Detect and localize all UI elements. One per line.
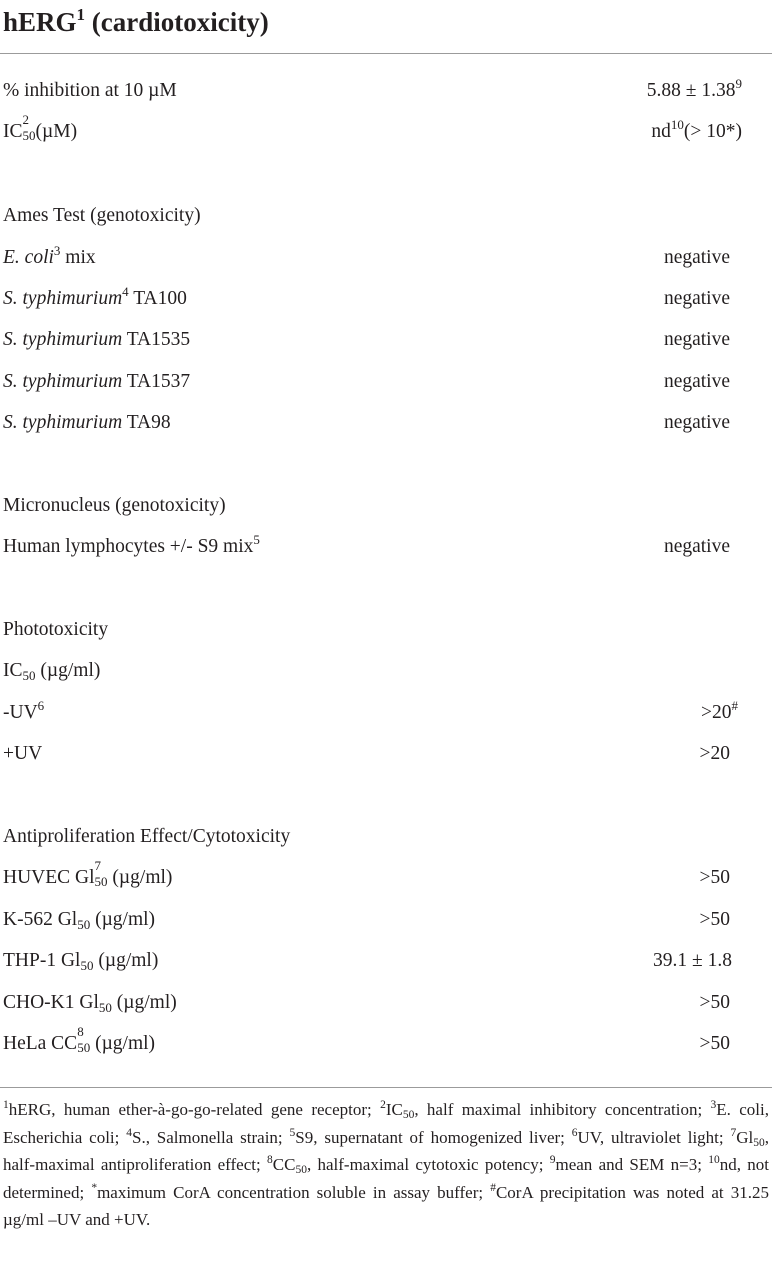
row-label: HUVEC Gl 7 50 (µg/ml) <box>3 858 173 889</box>
row-value: negative <box>663 288 730 309</box>
phototoxicity-subheading: $IC_{50}$ (µg/ml) <box>3 660 101 683</box>
row-value: negative <box>663 371 730 392</box>
row-label: S. typhimurium TA1535 <box>3 329 191 350</box>
row-label: $-UV^6$ <box>3 698 45 723</box>
micronucleus-row <box>0 531 772 563</box>
row-label: THP-1 $Gl_{50}$ (µg/ml) <box>3 950 159 973</box>
row-label: Human lymphocytes +/- S9 mix$^5$ <box>3 532 260 557</box>
table-title: hERG$^1$ (cardiotoxicity) <box>3 5 269 37</box>
row-label: E. coli$^3$ mix <box>3 243 96 268</box>
row-value: >20 <box>699 743 730 764</box>
herg-ic50-row <box>0 112 772 148</box>
row-value: >50 <box>699 909 730 930</box>
footnotes: $^1$hERG, human ether-à-go-go-related gene receptor; $^2IC_{50}$, half maximal inhibitory concentration; $^3$E. coli, Escherichia coli; $^4$S., Salmonella strain; $^5$S9, supernatant of homogenized liver; $^6$UV, ultraviolet light; $^7Gl_{50}$, half-maximal antiproliferation effect; $^8CC_{50}$, half-maximal cytotoxic potency; $^9$mean and SEM n=3; $^{10}$nd, not determined; *maximum CorA concentration soluble in assay buffer; #CorA precipitation was noted at 31.25 µg/ml –UV and +UV. <box>3 1099 770 1229</box>
herg-inhibition-row <box>0 75 772 107</box>
row-value: negative <box>663 329 730 350</box>
row-value: >50 <box>699 867 730 888</box>
row-value: 39.1 ± 1.8 <box>653 950 732 971</box>
phototoxicity-heading: Phototoxicity <box>3 619 109 640</box>
ames-row <box>0 407 772 439</box>
footer-rule <box>0 1087 772 1088</box>
row-label: IC 2 50 (µM) <box>3 112 78 143</box>
antiproliferation-row <box>0 858 772 894</box>
antiproliferation-row <box>0 987 772 1019</box>
ames-row <box>0 242 772 274</box>
row-value: >20# <box>701 698 738 723</box>
row-value: negative <box>663 247 730 268</box>
row-value: negative <box>663 536 730 557</box>
micronucleus-heading: Micronucleus (genotoxicity) <box>3 495 226 516</box>
antiproliferation-row <box>0 945 772 977</box>
antiproliferation-row <box>0 1024 772 1060</box>
antiproliferation-row <box>0 904 772 936</box>
title-rule <box>0 53 772 54</box>
row-label: +UV <box>3 743 43 764</box>
ames-row <box>0 366 772 398</box>
ames-heading: Ames Test (genotoxicity) <box>3 205 201 226</box>
row-label: S. typhimurium TA98 <box>3 412 171 433</box>
row-value: $5.88 \pm 1.38^9$ <box>646 76 742 101</box>
ames-row <box>0 324 772 356</box>
row-value: >50 <box>699 992 730 1013</box>
row-value: >50 <box>699 1033 730 1054</box>
row-value: $nd^{10}(> 10*)$ <box>651 117 742 142</box>
row-label: S. typhimurium TA1537 <box>3 371 191 392</box>
ames-row <box>0 283 772 315</box>
row-label: HeLa CC 8 50 (µg/ml) <box>3 1024 156 1055</box>
phototoxicity-row <box>0 697 772 729</box>
antiproliferation-heading: Antiproliferation Effect/Cytotoxicity <box>3 826 291 847</box>
phototoxicity-row <box>0 738 772 770</box>
row-label: S. typhimurium$^4$ TA100 <box>3 284 187 309</box>
row-label: CHO-K1 $Gl_{50}$ (µg/ml) <box>3 992 177 1015</box>
row-label: % inhibition at 10 µM <box>3 80 177 101</box>
row-value: negative <box>663 412 730 433</box>
row-label: K-562 $Gl_{50}$ (µg/ml) <box>3 909 156 932</box>
